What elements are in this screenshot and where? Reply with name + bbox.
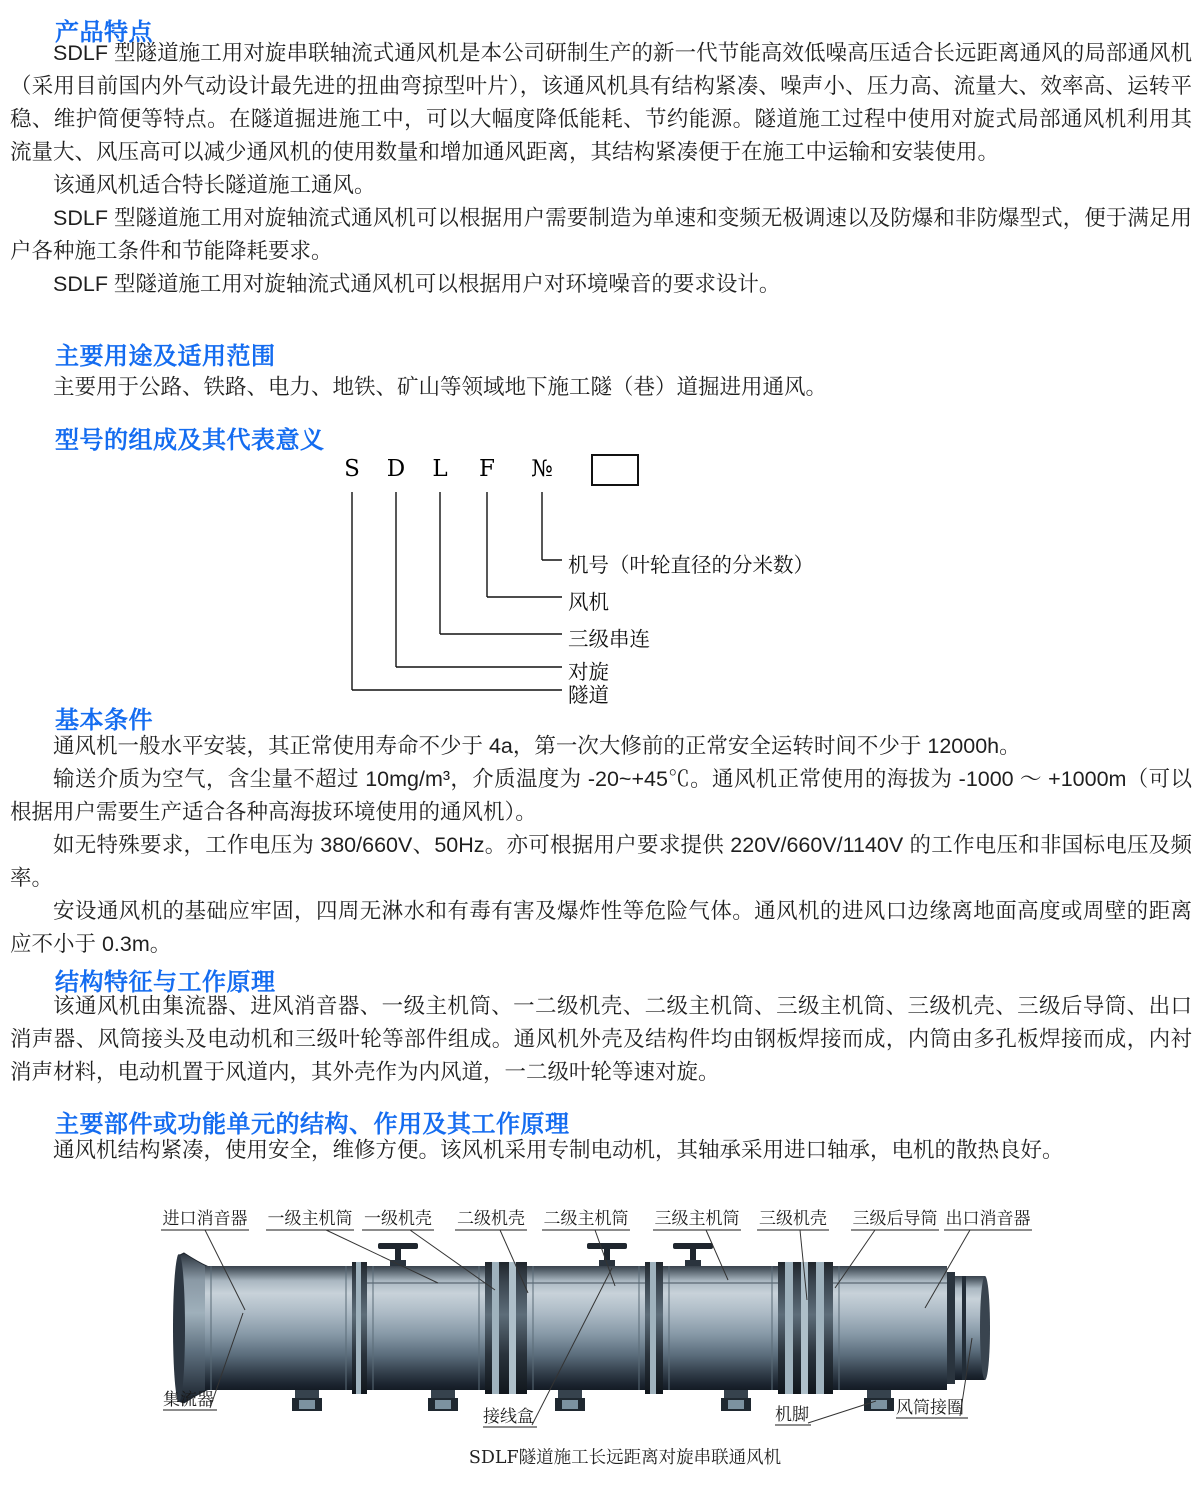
model-label-three-stage-series: 三级串连	[568, 628, 650, 651]
fan-diagram-caption: SDLF隧道施工长远距离对旋串联通风机	[468, 1448, 782, 1468]
fan-outlet-duct	[947, 1272, 990, 1384]
usage-text	[10, 371, 1192, 404]
paragraph: SDLF 型隧道施工用对旋轴流式通风机可以根据用户对环境噪音的要求设计。	[53, 272, 781, 296]
model-label-fan-number: 机号（叶轮直径的分米数）	[568, 554, 814, 577]
fan-label-outlet-silencer: 出口消音器	[945, 1209, 1031, 1229]
paragraph: SDLF 型隧道施工用对旋轴流式通风机可以根据用户需要制造为单速和变频无极调速以及防爆和非防爆型式，便于满足用户各种施工条件和节能降耗要求。	[10, 206, 1192, 263]
model-letter-no: №	[531, 456, 553, 482]
fan-label-stage3-casing: 三级机壳	[759, 1209, 827, 1229]
model-label-contra-rotating: 对旋	[568, 661, 609, 684]
product-features-text	[10, 37, 1192, 301]
model-letter-l: L	[432, 456, 448, 482]
paragraph: SDLF 型隧道施工用对旋串联轴流式通风机是本公司研制生产的新一代节能高效低噪高压适合长远距离通风的局部通风机（采用目前国内外气动设计最先进的扭曲弯掠型叶片），该通风机具有结构紧凑、噪声小、压力高、流量大、效率高、运转平稳、维护简便等特点。在隧道掘进施工中，可以大幅度降低能耗、节约能源。隧道施工过程中使用对旋式局部通风机利用其流量大、风压高可以减少通风机的使用数量和增加通风距离，其结构紧凑便于在施工中运输和安装使用。	[10, 41, 1192, 164]
section-heading-model: 型号的组成及其代表意义	[55, 427, 325, 454]
model-number-box	[591, 454, 639, 486]
model-label-tunnel: 隧道	[568, 684, 609, 707]
paragraph: 该通风机由集流器、进风消音器、一级主机筒、一二级机壳、二级主机筒、三级主机筒、三级机壳、三级后导筒、出口消声器、风筒接头及电动机和三级叶轮等部件组成。通风机外壳及结构件均由钢板焊接而成，内筒由多孔板焊接而成，内衬消声材料，电动机置于风道内，其外壳作为内风道，一二级叶轮等速对旋。	[10, 994, 1192, 1084]
fan-label-collector: 集流器	[163, 1390, 214, 1410]
fan-label-junction-box: 接线盒	[483, 1407, 534, 1427]
fan-cylinders	[205, 1266, 947, 1390]
paragraph: 通风机结构紧凑，使用安全，维修方便。该风机采用专制电动机，其轴承采用进口轴承，电机的散热良好。	[53, 1138, 1064, 1162]
section-heading-components: 主要部件或功能单元的结构、作用及其工作原理	[55, 1111, 570, 1138]
section-heading-usage: 主要用途及适用范围	[55, 343, 276, 370]
model-composition-diagram	[0, 450, 1200, 705]
section-heading-structure: 结构特征与工作原理	[55, 969, 276, 996]
fan-label-machine-foot: 机脚	[775, 1405, 809, 1425]
fan-label-stage1-main-barrel: 一级主机筒	[267, 1209, 353, 1229]
fan-label-stage3-main-barrel: 三级主机筒	[654, 1209, 740, 1229]
paragraph: 该通风机适合特长隧道施工通风。	[53, 173, 376, 197]
paragraph: 通风机一般水平安装，其正常使用寿命不少于 4a，第一次大修前的正常安全运转时间不少于 12000h。	[53, 734, 1021, 758]
paragraph: 主要用于公路、铁路、电力、地铁、矿山等领域地下施工隧（巷）道掘进用通风。	[53, 375, 828, 399]
model-letter-f: F	[479, 456, 495, 482]
paragraph: 输送介质为空气，含尘量不超过 10mg/m³，介质温度为 -20~+45℃。通风机正常使用的海拔为 -1000 ～ +1000m（可以根据用户需要生产适合各种高海拔环境使用的通风机）。	[10, 767, 1192, 824]
paragraph: 如无特殊要求，工作电压为 380/660V、50Hz。亦可根据用户要求提供 220V/660V/1140V 的工作电压和非国标电压及频率。	[10, 833, 1192, 890]
fan-label-stage2-casing: 二级机壳	[457, 1209, 525, 1229]
section-heading-basic-conditions: 基本条件	[55, 707, 153, 734]
components-text	[10, 1134, 1192, 1167]
model-letter-s: S	[344, 456, 360, 482]
model-letter-d: D	[386, 456, 406, 482]
fan-assembly-drawing	[100, 1198, 1100, 1500]
paragraph: 安设通风机的基础应牢固，四周无淋水和有毒有害及爆炸性等危险气体。通风机的进风口边缘离地面高度或周壁的距离应不小于 0.3m。	[10, 899, 1192, 956]
structure-text	[10, 990, 1192, 1089]
fan-label-stage2-main-barrel: 二级主机筒	[543, 1209, 629, 1229]
section-heading-product-features: 产品特点	[55, 19, 153, 46]
fan-label-inlet-silencer: 进口消音器	[162, 1209, 248, 1229]
fan-label-stage1-casing: 一级机壳	[364, 1209, 432, 1229]
fan-assembly-diagram	[100, 1198, 1100, 1500]
basic-conditions-text	[10, 730, 1192, 961]
fan-label-duct-ring: 风筒接圈	[896, 1398, 964, 1418]
fan-label-stage3-rear-guide: 三级后导筒	[852, 1209, 938, 1229]
model-label-fan: 风机	[568, 591, 609, 614]
